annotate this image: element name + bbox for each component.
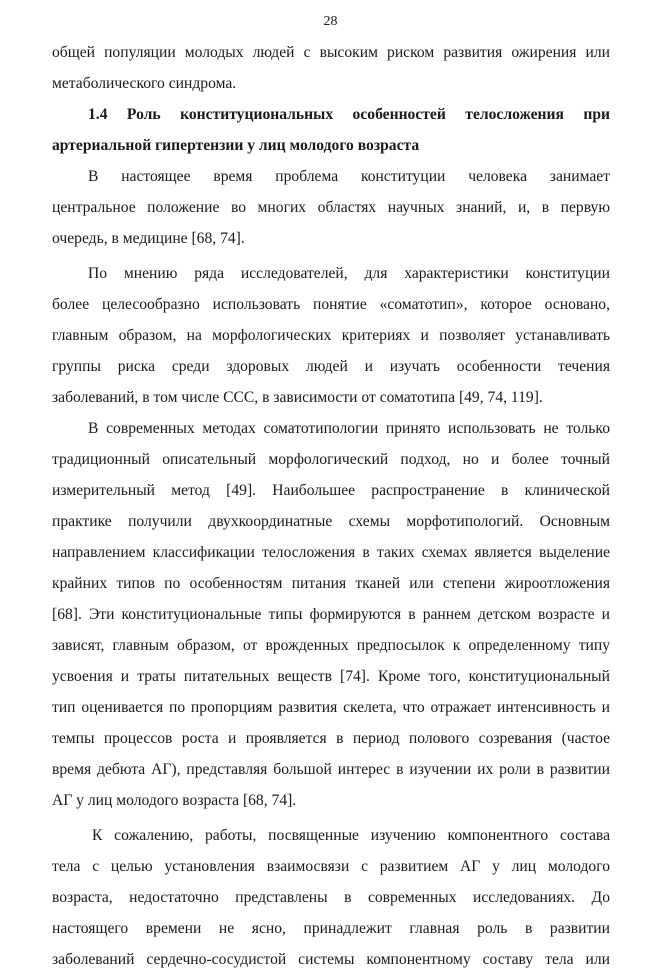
text-line: направлением классификации телосложения в таких схемах является выделение	[52, 544, 610, 561]
text-line: время дебюта АГ), представляя большой интерес в изучении их роли в развитии	[52, 761, 610, 778]
text-line: главным образом, на морфологических критериях и позволяет устанавливать	[52, 327, 610, 344]
text-line: В настоящее время проблема конституции человека занимает	[88, 168, 610, 185]
text-line: крайних типов по особенностям питания тканей или степени жироотложения	[52, 575, 610, 592]
paragraph	[52, 161, 610, 254]
text-line: практике получили двухкоординатные схемы морфотипологий. Основным	[52, 513, 610, 530]
paragraph	[52, 413, 610, 816]
text-line: АГ у лиц молодого возраста [68, 74].	[52, 792, 297, 809]
text-line: [68]. Эти конституциональные типы формируются в раннем детском возрасте и	[52, 606, 610, 623]
paragraph	[52, 820, 610, 975]
text-line: тела с целью установления взаимосвязи с развитием АГ у лиц молодого	[52, 858, 610, 875]
heading-line: артериальной гипертензии у лиц молодого возраста	[52, 137, 420, 154]
body-text	[52, 37, 610, 975]
text-line: центральное положение во многих областях научных знаний, и, в первую	[52, 199, 610, 216]
text-line: По мнению ряда исследователей, для характеристики конституции	[88, 265, 610, 282]
text-line: заболеваний сердечно-сосудистой системы компонентному составу тела или	[52, 951, 610, 968]
text-line: зависят, главным образом, от врожденных предпосылок к определенному типу	[52, 637, 610, 654]
text-line: общей популяции молодых людей с высоким риском развития ожирения или	[52, 44, 610, 61]
heading-line: 1.4 Роль конституциональных особенностей телосложения при	[88, 106, 610, 123]
text-line: измерительный метод [49]. Наибольшее распространение в клинической	[52, 482, 610, 499]
paragraph	[52, 258, 610, 413]
text-line: возраста, недостаточно представлены в современных исследованиях. До	[52, 889, 610, 906]
text-line: усвоения и траты питательных веществ [74]. Кроме того, конституциональный	[52, 668, 610, 685]
text-line: группы риска среди здоровых людей и изучать особенности течения	[52, 358, 610, 375]
text-line: традиционный описательный морфологический подход, но и более точный	[52, 451, 610, 468]
section-heading	[52, 99, 610, 161]
text-line: метаболического синдрома.	[52, 75, 237, 92]
text-line: более целесообразно использовать понятие «соматотип», которое основано,	[52, 296, 610, 313]
text-line: К сожалению, работы, посвященные изучению компонентного состава	[92, 827, 610, 844]
paragraph-continuation	[52, 37, 610, 99]
page-number: 28	[323, 14, 338, 29]
text-line: настоящего времени не ясно, принадлежит главная роль в развитии	[52, 920, 610, 937]
text-line: очередь, в медицине [68, 74].	[52, 230, 245, 247]
text-line: темпы процессов роста и проявляется в период полового созревания (частое	[52, 730, 610, 747]
text-line: В современных методах соматотипологии принято использовать не только	[88, 420, 610, 437]
text-line: тип оценивается по пропорциям развития скелета, что отражает интенсивность и	[52, 699, 610, 716]
text-line: заболеваний, в том числе ССС, в зависимости от соматотипа [49, 74, 119].	[52, 389, 543, 406]
